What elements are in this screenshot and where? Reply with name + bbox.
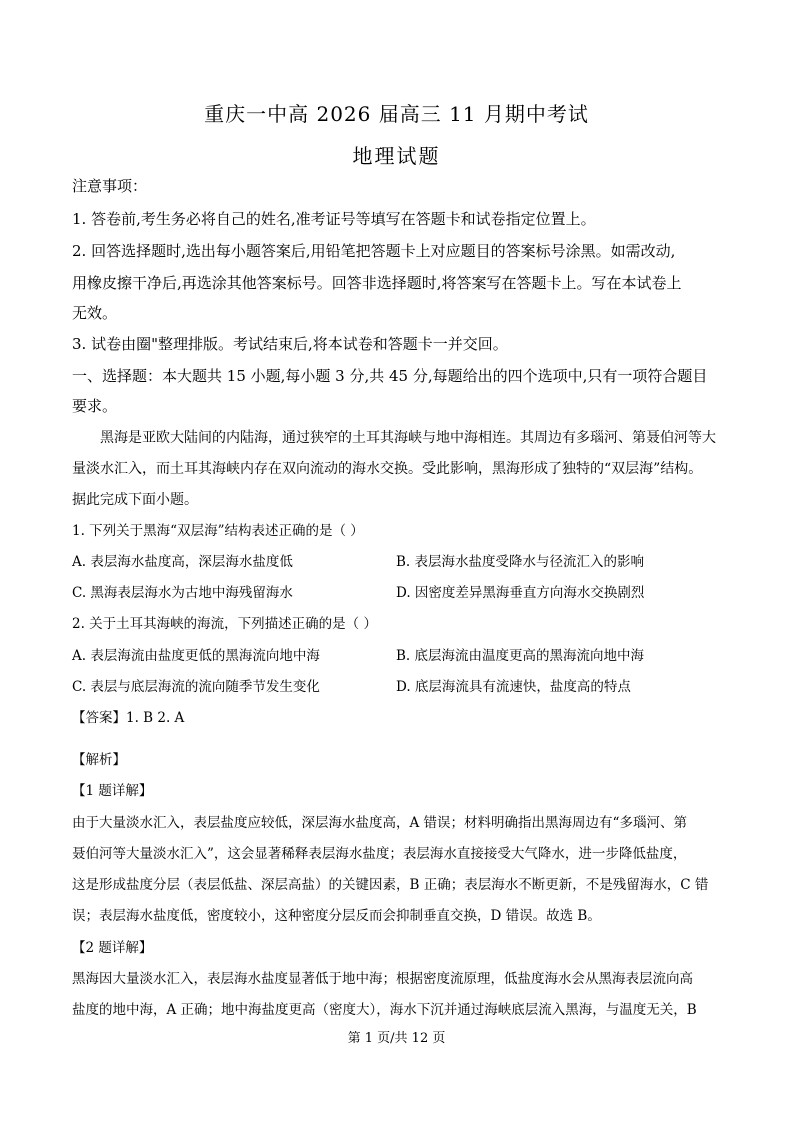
q2-analysis-heading: 【2 题详解】 <box>72 940 153 956</box>
analysis-line: 聂伯河等大量淡水汇入”，这会显著稀释表层海水盐度；表层海水直接接受大气降水，进一步降低盐度， <box>72 846 687 862</box>
answer-line: 【答案】1. B 2. A <box>72 710 185 726</box>
notice-heading: 注意事项： <box>72 177 148 195</box>
analysis-heading: 【解析】 <box>72 752 126 768</box>
analysis-line: 盐度的地中海，A 正确；地中海盐度更高（密度大），海水下沉并通过海峡底层流入黑海，与温度无关，B <box>72 1002 697 1018</box>
question-stem: 1. 下列关于黑海“双层海”结构表述正确的是（ ） <box>72 523 364 539</box>
question-option: D. 底层海流具有流速快，盐度高的特点 <box>396 679 631 695</box>
section-heading: 一、选择题：本大题共 15 小题,每小题 3 分,共 45 分,每题给出的四个选项中,只有一项符合题目 <box>72 367 708 385</box>
question-option: A. 表层海流由盐度更低的黑海流向地中海 <box>72 648 320 664</box>
analysis-line: 黑海因大量淡水汇入，表层海水盐度显著低于地中海；根据密度流原理，低盐度海水会从黑海表层流向高 <box>72 971 693 987</box>
page-number: 第 1 页/共 12 页 <box>347 1031 446 1046</box>
analysis-line: 这是形成盐度分层（表层低盐、深层高盐）的关键因素，B 正确；表层海水不断更新，不是残留海水，C 错 <box>72 877 709 893</box>
exam-subtitle: 地理试题 <box>352 144 441 168</box>
notice-item: 用橡皮擦干净后,再选涂其他答案标号。回答非选择题时,将答案写在答题卡上。写在本试卷上 <box>72 274 682 292</box>
passage-line: 据此完成下面小题。 <box>72 492 198 508</box>
question-option: A. 表层海水盐度高，深层海水盐度低 <box>72 554 293 570</box>
section-heading-cont: 要求。 <box>72 397 118 415</box>
analysis-line: 由于大量淡水汇入，表层盐度应较低，深层海水盐度高，A 错误；材料明确指出黑海周边有“多瑙河、第 <box>72 815 687 831</box>
question-option: B. 表层海水盐度受降水与径流汇入的影响 <box>396 554 645 570</box>
notice-item: 无效。 <box>72 304 118 322</box>
notice-item: 1. 答卷前,考生务必将自己的姓名,准考证号等填写在答题卡和试卷指定位置上。 <box>72 210 596 228</box>
notice-item: 2. 回答选择题时,选出每小题答案后,用铅笔把答题卡上对应题目的答案标号涂黑。如需改动, <box>72 242 676 260</box>
question-option: C. 黑海表层海水为古地中海残留海水 <box>72 585 293 601</box>
passage-line: 黑海是亚欧大陆间的内陆海，通过狭窄的土耳其海峡与地中海相连。其周边有多瑙河、第聂伯河等大 <box>100 430 716 446</box>
question-stem: 2. 关于土耳其海峡的海流，下列描述正确的是（ ） <box>72 616 377 632</box>
question-option: C. 表层与底层海流的流向随季节发生变化 <box>72 679 320 695</box>
exam-title: 重庆一中高 2026 届高三 11 月期中考试 <box>204 102 589 126</box>
passage-line: 量淡水汇入，而土耳其海峡内存在双向流动的海水交换。受此影响，黑海形成了独特的“双层海”结构。 <box>72 461 703 477</box>
question-option: D. 因密度差异黑海垂直方向海水交换剧烈 <box>396 585 645 601</box>
question-option: B. 底层海流由温度更高的黑海流向地中海 <box>396 648 645 664</box>
analysis-line: 误；表层海水盐度低，密度较小，这种密度分层反而会抑制垂直交换，D 错误。故选 B。 <box>72 908 601 924</box>
q1-analysis-heading: 【1 题详解】 <box>72 783 153 799</box>
notice-item: 3. 试卷由圈"整理排版。考试结束后,将本试卷和答题卡一并交回。 <box>72 335 508 353</box>
